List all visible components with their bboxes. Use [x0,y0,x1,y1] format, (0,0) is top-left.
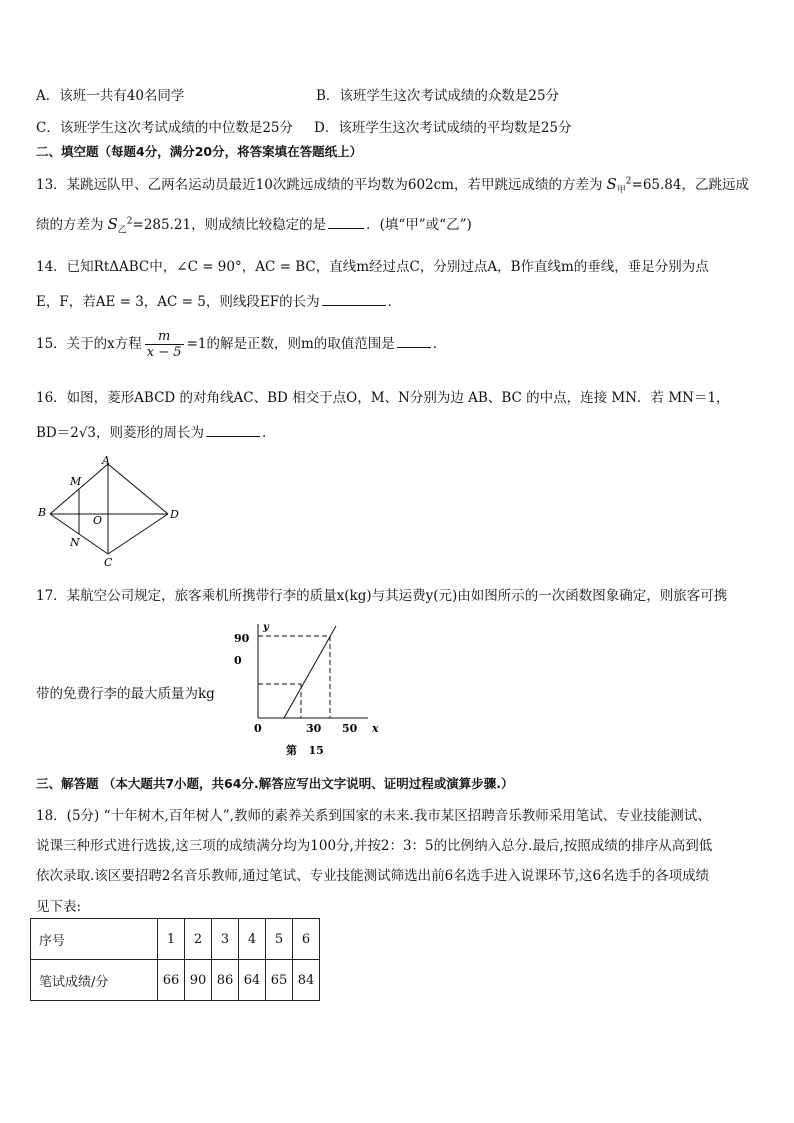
table-cell: 90 [185,960,212,1001]
option-d: D．该班学生这次考试成绩的平均数是25分 [314,120,572,136]
q13-line-1 [36,173,749,196]
tick-50: 50 [342,722,358,735]
table-cell: 66 [158,960,185,1001]
table-cell: 5 [266,919,293,960]
edge-ad [108,464,168,514]
q13-s-symbol: S [606,175,617,193]
q13-sq-2: 2 [126,216,133,227]
q13-text-c: 绩的方差为 [36,217,104,233]
q13-sq: 2 [625,176,632,187]
table-cell: 64 [239,960,266,1001]
q16-line-2 [36,421,266,441]
table-cell: 2 [185,919,212,960]
label-n: N [70,536,80,549]
q13-text-e: ．(填“甲”或“乙”) [366,217,472,233]
q13-text-a: 13．某跳远队甲、乙两名运动员最近10次跳远成绩的平均数为602cm，若甲跳远成绩的方差为 [36,177,603,193]
q13-s-symbol-2: S [107,215,118,233]
fee-line [284,626,336,718]
label-o: O [93,514,103,527]
table-cell: 1 [158,919,185,960]
table-cell: 86 [212,960,239,1001]
table-cell: 4 [239,919,266,960]
rhombus-figure [30,452,190,572]
section-3-title: 三、解答题 （本大题共7小题，共64分.解答应写出文字说明、证明过程或演算步骤.） [36,776,514,791]
q13-sub-yi: 乙 [117,225,127,236]
tick-90: 90 [234,632,250,645]
label-d: D [170,508,179,521]
option-b: B．该班学生这次考试成绩的众数是25分 [316,88,560,104]
q15-end: ． [432,336,447,352]
q17-line-2: 带的免费行李的最大质量为kg [36,686,215,702]
table-cell: 84 [293,960,320,1001]
section-2-title: 二、填空题（每题4分，满分20分，将答案填在答题纸上） [36,144,363,159]
q14-text: E，F，若AE = 3，AC = 5，则线段EF的长为 [36,294,320,310]
q18-line-3: 依次录取.该区要招聘2名音乐教师,通过笔试、专业技能测试筛选出前6名选手进入说课环节,这6名选手的各项成绩 [36,868,710,884]
label-m: M [70,475,82,488]
q13-text-d: =285.21，则成绩比较稳定的是 [132,217,327,233]
q13-answer-blank[interactable] [328,216,364,229]
q13-sub-jia: 甲 [616,185,626,196]
q15-fraction [145,329,184,360]
q17-line-1: 17．某航空公司规定，旅客乘机所携带行李的质量x(kg)与其运费y(元)由如图所示的一次函数图象确定，则旅客可携 [36,588,728,604]
q15-line [36,329,446,360]
q17-graph [226,616,388,762]
option-a: A．该班一共有40名同学 [36,88,185,104]
q14-line-1: 14．已知RtΔABC中，∠C = 90°，AC = BC，直线m经过点C，分别过点A，B作直线m的垂线，垂足分别为点 [36,259,709,275]
q13-text-b: =65.84，乙跳远成 [631,177,749,193]
option-c: C．该班学生这次考试成绩的中位数是25分 [36,120,294,136]
y-axis-label: y [263,622,269,633]
q18-line-4: 见下表: [36,899,82,915]
table-cell: 6 [293,919,320,960]
label-a: A [102,454,110,467]
label-b: B [38,506,47,519]
graph-caption: 第 15 [286,744,324,757]
table-head-index: 序号 [31,919,158,960]
table-row-index [31,919,320,960]
edge-cd [108,514,168,554]
q16-line-1: 16．如图，菱形ABCD 的对角线AC、BD 相交于点O，M、N分别为边 AB、BC 的中点，连接 MN．若 MN＝1， [36,390,730,406]
tick-30: 30 [306,722,322,735]
q15-denominator: x − 5 [146,345,182,360]
x-axis-label: x [372,722,379,735]
q15-pre: 15．关于的x方程 [36,336,142,352]
q15-post: =1的解是正数，则m的取值范围是 [186,336,395,352]
score-table [30,918,320,1001]
tick-origin: 0 [254,722,262,735]
tick-0-extra: 0 [234,654,242,667]
q13-line-2 [36,213,472,236]
q18-line-1: 18．(5分) “十年树木,百年树人”,教师的素养关系到国家的未来.我市某区招聘音乐教师采用笔试、专业技能测试、 [36,808,711,824]
label-c: C [104,556,113,569]
q14-answer-blank[interactable] [322,293,386,306]
q15-numerator: m [145,329,184,345]
q14-line-2 [36,290,401,310]
table-cell: 65 [266,960,293,1001]
q16-answer-blank[interactable] [206,424,260,437]
table-cell: 3 [212,919,239,960]
table-row-written [31,960,320,1001]
q18-line-2: 说课三种形式进行选拔,这三项的成绩满分均为100分,并按2：3：5的比例纳入总分.最后,按照成绩的排序从高到低 [36,838,713,854]
q16-text: BD＝2√3，则菱形的周长为 [36,425,205,441]
table-head-written: 笔试成绩/分 [31,960,158,1001]
q15-answer-blank[interactable] [397,335,431,348]
q14-end: ． [387,294,402,310]
q16-end: . [262,425,267,441]
